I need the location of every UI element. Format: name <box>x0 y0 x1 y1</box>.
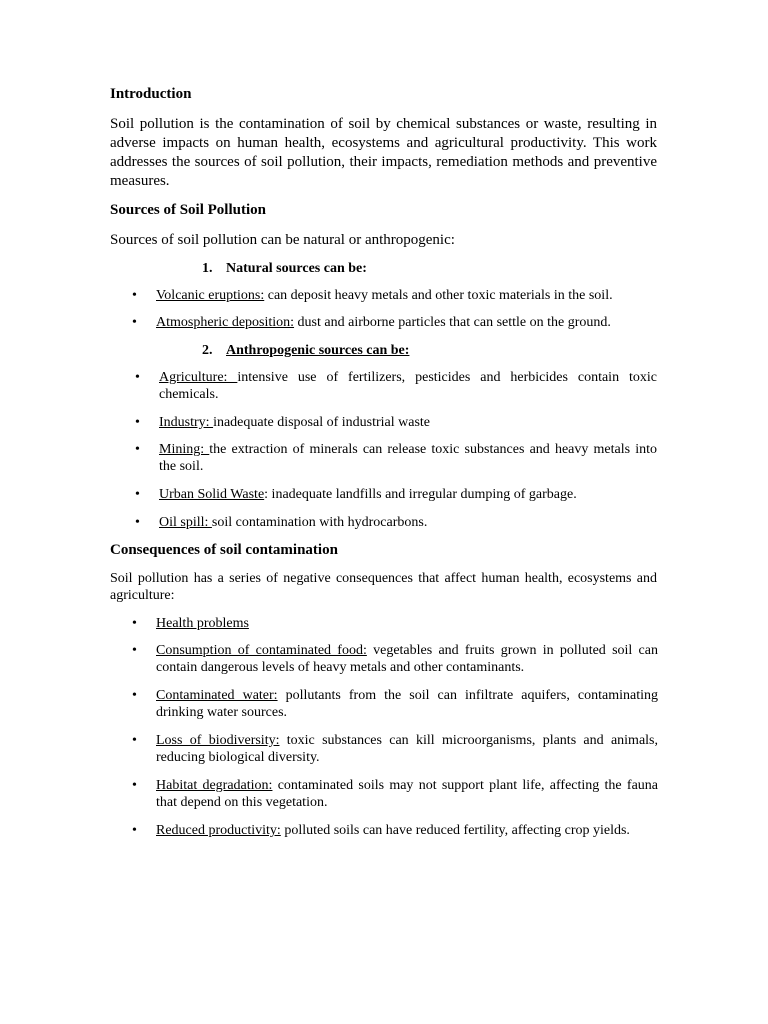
item-term: Reduced productivity: <box>156 823 281 838</box>
item-text: the extraction of minerals can release toxic substances and heavy metals into the soil. <box>159 442 657 474</box>
list-item <box>135 414 657 431</box>
item-text: : inadequate landfills and irregular dumping of garbage. <box>264 487 577 502</box>
sources-paragraph: Sources of soil pollution can be natural or anthropogenic: <box>110 232 455 248</box>
item-term: Agriculture: <box>159 370 238 385</box>
intro-heading: Introduction <box>110 86 192 102</box>
sources-heading: Sources of Soil Pollution <box>110 202 266 218</box>
bullet-icon: • <box>132 688 137 703</box>
list-number: 2. <box>202 343 213 358</box>
item-text: dust and airborne particles that can settle on the ground. <box>294 315 611 330</box>
bullet-icon: • <box>132 288 137 303</box>
list-item <box>132 777 658 811</box>
bullet-icon: • <box>135 442 140 457</box>
anthropogenic-sources-label: Anthropogenic sources can be: <box>226 343 410 358</box>
bullet-icon: • <box>132 778 137 793</box>
list-item <box>132 822 658 839</box>
bullet-icon: • <box>135 370 140 385</box>
bullet-icon: • <box>132 733 137 748</box>
list-item <box>135 441 657 475</box>
list-item <box>132 642 658 676</box>
list-item <box>135 514 657 531</box>
list-item <box>135 369 658 403</box>
item-term: Urban Solid Waste <box>159 487 265 502</box>
item-text: toxic substances can kill microorganisms, plants and animals, reducing biological diversity. <box>156 733 658 765</box>
anthropogenic-sources-heading <box>202 342 409 359</box>
item-text: vegetables and fruits grown in polluted soil can contain dangerous levels of heavy metals and other contaminants. <box>156 643 658 675</box>
list-item <box>132 287 658 304</box>
item-term: Health problems <box>156 616 249 631</box>
natural-sources-heading <box>202 260 367 277</box>
item-text: intensive use of fertilizers, pesticides and herbicides contain toxic chemicals. <box>159 370 658 402</box>
item-term: Volcanic eruptions: <box>156 288 265 303</box>
list-item <box>132 314 658 331</box>
item-text: polluted soils can have reduced fertility, affecting crop yields. <box>280 823 630 838</box>
item-term: Loss of biodiversity: <box>156 733 280 748</box>
list-item <box>132 687 658 721</box>
item-text: pollutants from the soil can infiltrate aquifers, contaminating drinking water sources. <box>156 688 658 720</box>
item-term: Habitat degradation: <box>156 778 273 793</box>
item-term: Mining: <box>159 442 210 457</box>
bullet-icon: • <box>132 823 137 838</box>
item-term: Industry: <box>159 415 214 430</box>
item-text: inadequate disposal of industrial waste <box>213 415 431 430</box>
consequences-paragraph: Soil pollution has a series of negative consequences that affect human health, ecosystems and agriculture: <box>110 571 657 603</box>
item-text: can deposit heavy metals and other toxic materials in the soil. <box>264 288 613 303</box>
list-item <box>132 732 658 766</box>
list-number: 1. <box>202 261 213 276</box>
item-term: Contaminated water: <box>156 688 278 703</box>
consequences-heading: Consequences of soil contamination <box>110 542 338 558</box>
bullet-icon: • <box>135 415 140 430</box>
bullet-icon: • <box>132 315 137 330</box>
item-term: Atmospheric deposition: <box>156 315 295 330</box>
bullet-icon: • <box>135 487 140 502</box>
item-text: soil contamination with hydrocarbons. <box>211 515 428 530</box>
item-term: Oil spill: <box>159 515 212 530</box>
item-text: contaminated soils may not support plant life, affecting the fauna that depend on this vegetation. <box>156 778 658 810</box>
bullet-icon: • <box>135 515 140 530</box>
list-item <box>135 486 657 503</box>
natural-sources-label: Natural sources can be: <box>226 261 367 276</box>
bullet-icon: • <box>132 616 137 631</box>
list-item <box>132 615 658 632</box>
intro-paragraph: Soil pollution is the contamination of soil by chemical substances or waste, resulting in adverse impacts on human health, ecosystems and agricultural productivity. This work addresses the sources of soil pollution, their impacts, remediation methods and preventive measures. <box>110 116 657 189</box>
bullet-icon: • <box>132 643 137 658</box>
item-term: Consumption of contaminated food: <box>156 643 367 658</box>
